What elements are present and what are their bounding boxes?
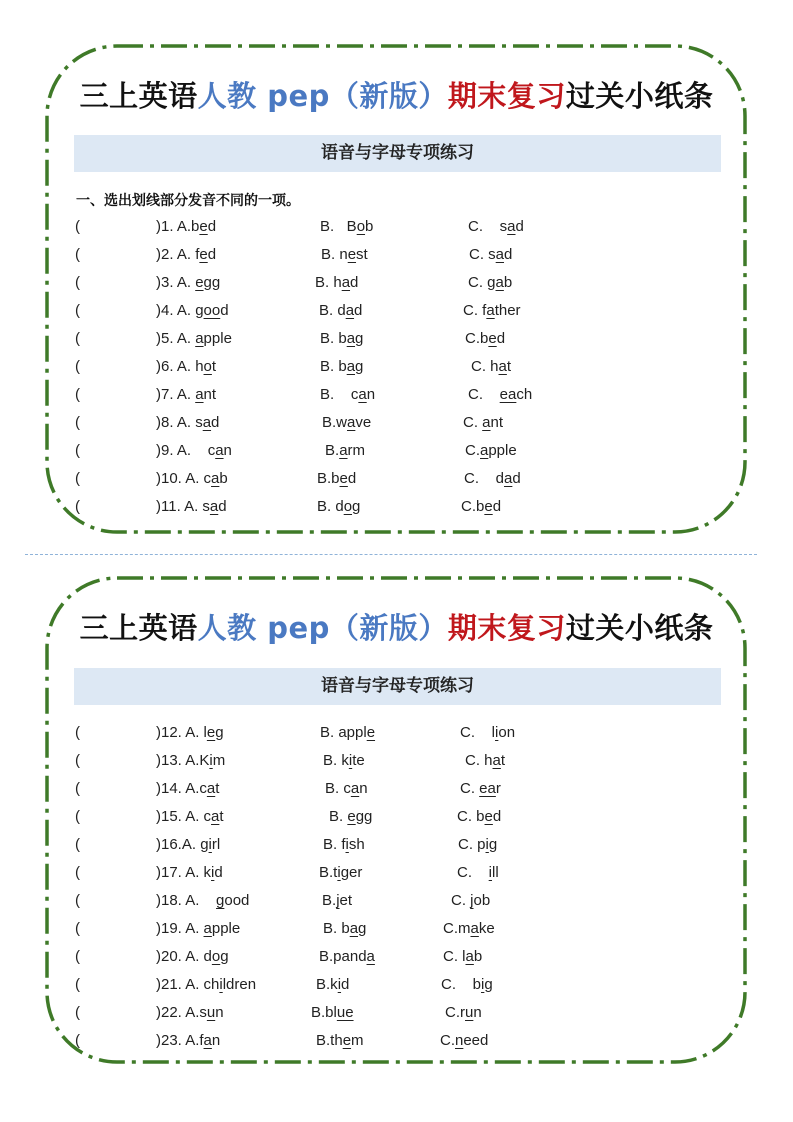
answer-paren: ( xyxy=(75,442,80,459)
option-a: )1. A.bed xyxy=(156,218,217,235)
answer-paren: ( xyxy=(75,976,80,993)
option-a: )17. A. kid xyxy=(156,864,223,881)
question-row xyxy=(0,861,793,885)
option-c: C. lion xyxy=(460,724,516,741)
option-c: C. hat xyxy=(465,752,506,769)
answer-paren: ( xyxy=(75,752,80,769)
option-a: )7. A. ant xyxy=(156,386,217,403)
answer-paren: ( xyxy=(75,920,80,937)
option-a: )16.A. girl xyxy=(156,836,221,853)
question-row xyxy=(0,271,793,295)
option-a: )20. A. dog xyxy=(156,948,229,965)
option-b: B.kid xyxy=(316,976,350,993)
card-2-subtitle: 语音与字母专项练习 xyxy=(74,668,721,705)
option-b: B. had xyxy=(315,274,359,291)
question-row xyxy=(0,467,793,491)
option-b: B. bag xyxy=(320,330,364,347)
option-b: B.wave xyxy=(322,414,372,431)
answer-paren: ( xyxy=(75,864,80,881)
option-a: )21. A. children xyxy=(156,976,257,993)
title-part: 过关小纸条 xyxy=(565,611,714,645)
answer-paren: ( xyxy=(75,948,80,965)
option-b: B.tiger xyxy=(319,864,363,881)
answer-paren: ( xyxy=(75,274,80,291)
option-a: )12. A. leg xyxy=(156,724,224,741)
option-b: B. egg xyxy=(329,808,373,825)
option-b: B.jet xyxy=(322,892,353,909)
answer-paren: ( xyxy=(75,724,80,741)
answer-paren: ( xyxy=(75,1032,80,1049)
option-b: B. kite xyxy=(323,752,365,769)
question-row xyxy=(0,495,793,519)
card-2-title xyxy=(0,606,793,647)
option-b: B.blue xyxy=(311,1004,354,1021)
option-c: C. job xyxy=(451,892,491,909)
answer-paren: ( xyxy=(75,330,80,347)
option-c: C.run xyxy=(445,1004,482,1021)
question-row xyxy=(0,917,793,941)
question-row xyxy=(0,777,793,801)
option-b: B. apple xyxy=(320,724,376,741)
option-b: B. fish xyxy=(323,836,365,853)
title-part: 人教 pep（新版） xyxy=(197,79,448,113)
option-c: C. each xyxy=(468,386,533,403)
question-row xyxy=(0,383,793,407)
option-c: C. sad xyxy=(468,218,524,235)
option-c: C. pig xyxy=(458,836,498,853)
title-part: 期末复习 xyxy=(447,79,566,113)
option-c: C. ill xyxy=(457,864,499,881)
cut-line-divider xyxy=(25,554,757,555)
option-a: )9. A. can xyxy=(156,442,232,459)
option-c: C. sad xyxy=(469,246,513,263)
question-row xyxy=(0,889,793,913)
option-b: B. Bob xyxy=(320,218,374,235)
option-c: C.make xyxy=(443,920,495,937)
answer-paren: ( xyxy=(75,218,80,235)
instruction-text: 一、选出划线部分发音不同的一项。 xyxy=(76,193,300,209)
option-b: B. dad xyxy=(319,302,363,319)
option-a: )3. A. egg xyxy=(156,274,221,291)
option-a: )18. A. good xyxy=(156,892,250,909)
question-row xyxy=(0,355,793,379)
option-b: B.arm xyxy=(325,442,366,459)
answer-paren: ( xyxy=(75,892,80,909)
answer-paren: ( xyxy=(75,246,80,263)
option-a: )10. A. cab xyxy=(156,470,228,487)
option-c: C. big xyxy=(441,976,493,993)
option-a: )6. A. hot xyxy=(156,358,217,375)
option-a: )15. A. cat xyxy=(156,808,224,825)
question-row xyxy=(0,215,793,239)
option-b: B. can xyxy=(320,386,376,403)
question-row xyxy=(0,945,793,969)
option-c: C.bed xyxy=(465,330,506,347)
option-c: C. father xyxy=(463,302,521,319)
option-a: )13. A.Kim xyxy=(156,752,226,769)
question-row xyxy=(0,1029,793,1053)
question-row xyxy=(0,327,793,351)
option-a: )11. A. sad xyxy=(156,498,227,515)
option-c: C. lab xyxy=(443,948,483,965)
answer-paren: ( xyxy=(75,1004,80,1021)
question-row xyxy=(0,805,793,829)
question-row xyxy=(0,1001,793,1025)
title-part: 三上英语 xyxy=(79,79,198,113)
title-part: 过关小纸条 xyxy=(565,79,714,113)
card-1-subtitle: 语音与字母专项练习 xyxy=(74,135,721,172)
card-1-title xyxy=(0,74,793,115)
question-row xyxy=(0,749,793,773)
question-row xyxy=(0,439,793,463)
option-a: )14. A.cat xyxy=(156,780,220,797)
option-b: B. bag xyxy=(320,358,364,375)
answer-paren: ( xyxy=(75,302,80,319)
option-c: C. gab xyxy=(468,274,513,291)
option-c: C. bed xyxy=(457,808,502,825)
option-b: B.them xyxy=(316,1032,364,1049)
answer-paren: ( xyxy=(75,808,80,825)
option-c: C. hat xyxy=(471,358,512,375)
title-part: 期末复习 xyxy=(447,611,566,645)
title-part: 人教 pep（新版） xyxy=(197,611,448,645)
option-b: B. dog xyxy=(317,498,361,515)
option-a: )5. A. apple xyxy=(156,330,232,347)
option-c: C.need xyxy=(440,1032,489,1049)
option-c: C. dad xyxy=(464,470,521,487)
option-c: C.apple xyxy=(465,442,517,459)
question-row xyxy=(0,411,793,435)
question-row xyxy=(0,299,793,323)
question-row xyxy=(0,243,793,267)
answer-paren: ( xyxy=(75,414,80,431)
question-row xyxy=(0,721,793,745)
option-a: )8. A. sad xyxy=(156,414,220,431)
answer-paren: ( xyxy=(75,358,80,375)
option-a: )4. A. good xyxy=(156,302,229,319)
option-b: B. nest xyxy=(321,246,368,263)
option-b: B.panda xyxy=(319,948,375,965)
option-c: C.bed xyxy=(461,498,502,515)
answer-paren: ( xyxy=(75,470,80,487)
answer-paren: ( xyxy=(75,836,80,853)
answer-paren: ( xyxy=(75,498,80,515)
option-b: B. can xyxy=(325,780,368,797)
option-c: C. ear xyxy=(460,780,501,797)
option-a: )22. A.sun xyxy=(156,1004,224,1021)
option-a: )19. A. apple xyxy=(156,920,241,937)
answer-paren: ( xyxy=(75,386,80,403)
title-part: 三上英语 xyxy=(79,611,198,645)
answer-paren: ( xyxy=(75,780,80,797)
option-c: C. ant xyxy=(463,414,504,431)
question-row xyxy=(0,973,793,997)
option-b: B. bag xyxy=(323,920,367,937)
question-row xyxy=(0,833,793,857)
option-b: B.bed xyxy=(317,470,357,487)
option-a: )2. A. fed xyxy=(156,246,217,263)
option-a: )23. A.fan xyxy=(156,1032,221,1049)
